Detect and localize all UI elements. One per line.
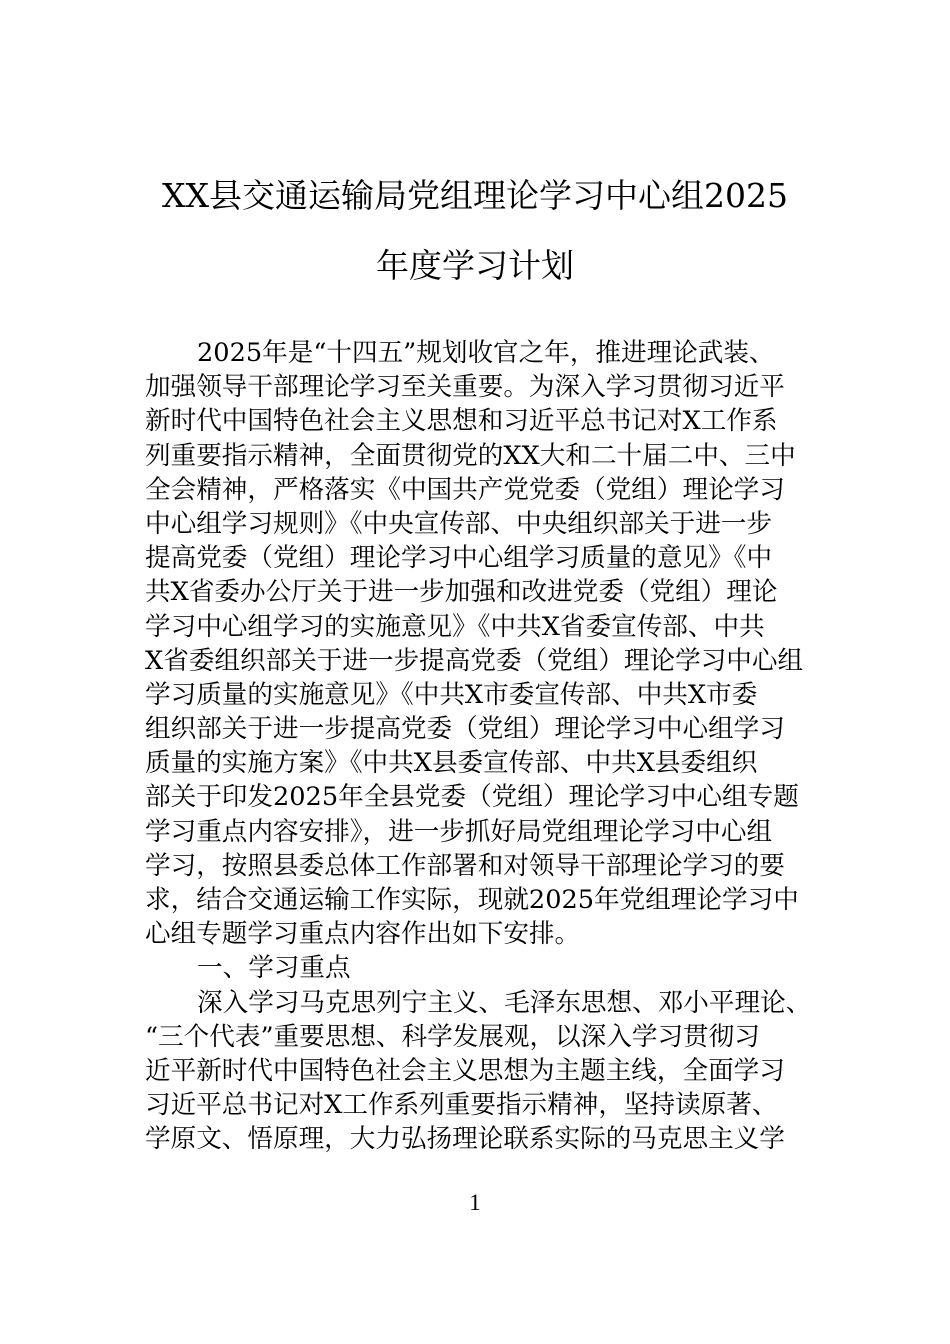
paragraph-line: 组织部关于进一步提高党委（党组）理论学习中心组学习 xyxy=(145,714,785,745)
section-heading-study-focus: 一、学习重点 xyxy=(197,953,351,984)
paragraph-line: 学习质量的实施意见》《中共X市委宣传部、中共X市委 xyxy=(145,679,758,710)
paragraph-line: 提高党委（党组）理论学习中心组学习质量的意见》《中 xyxy=(145,543,773,574)
paragraph-introduction xyxy=(145,336,817,951)
paragraph-line: 加强领导干部理论学习至关重要。为深入学习贯彻习近平 xyxy=(145,372,785,403)
paragraph-line: 深入学习马克思列宁主义、毛泽东思想、邓小平理论、 xyxy=(197,987,812,1018)
paragraph-line: 习近平总书记对X工作系列重要指示精神，坚持读原著、 xyxy=(145,1090,778,1121)
page-number: 1 xyxy=(469,1190,481,1215)
paragraph-line: 中心组学习规则》《中央宣传部、中央组织部关于进一步 xyxy=(145,508,773,539)
paragraph-line: 全会精神，严格落实《中国共产党党委（党组）理论学习 xyxy=(145,474,785,505)
paragraph-line: 学习重点内容安排》，进一步抓好局党组理论学习中心组 xyxy=(145,816,773,847)
paragraph-line: 新时代中国特色社会主义思想和习近平总书记对X工作系 xyxy=(145,406,778,437)
paragraph-line: 近平新时代中国特色社会主义思想为主题主线，全面学习 xyxy=(145,1055,785,1086)
paragraph-line: 质量的实施方案》《中共X县委宣传部、中共X县委组织 xyxy=(145,748,758,779)
paragraph-line: X省委组织部关于进一步提高党委（党组）理论学习中心组 xyxy=(145,645,804,676)
paragraph-line: 心组专题学习重点内容作出如下安排。 xyxy=(145,919,581,950)
paragraph-line: 学原文、悟原理，大力弘扬理论联系实际的马克思主义学 xyxy=(145,1124,785,1155)
paragraph-line: 共X省委办公厅关于进一步加强和改进党委（党组）理论 xyxy=(145,577,778,608)
paragraph-line: 学习中心组学习的实施意见》《中共X省委宣传部、中共 xyxy=(145,611,765,642)
document-body xyxy=(145,336,817,1157)
paragraph-study-focus xyxy=(145,986,817,1157)
paragraph-line: “三个代表”重要思想、科学发展观，以深入学习贯彻习 xyxy=(145,1021,760,1052)
paragraph-line: 部关于印发2025年全县党委（党组）理论学习中心组专题 xyxy=(145,782,799,813)
paragraph-line: 求，结合交通运输工作实际，现就2025年党组理论学习中 xyxy=(145,885,799,915)
document-title-line-1: XX县交通运输局党组理论学习中心组2025 xyxy=(162,176,788,215)
paragraph-line: 学习，按照县委总体工作部署和对领导干部理论学习的要 xyxy=(145,850,785,881)
document-title-line-2: 年度学习计划 xyxy=(376,246,574,285)
paragraph-line: 列重要指示精神，全面贯彻党的XX大和二十届二中、三中 xyxy=(145,440,796,471)
paragraph-line: 2025年是“十四五”规划收官之年，推进理论武装、 xyxy=(197,338,775,368)
